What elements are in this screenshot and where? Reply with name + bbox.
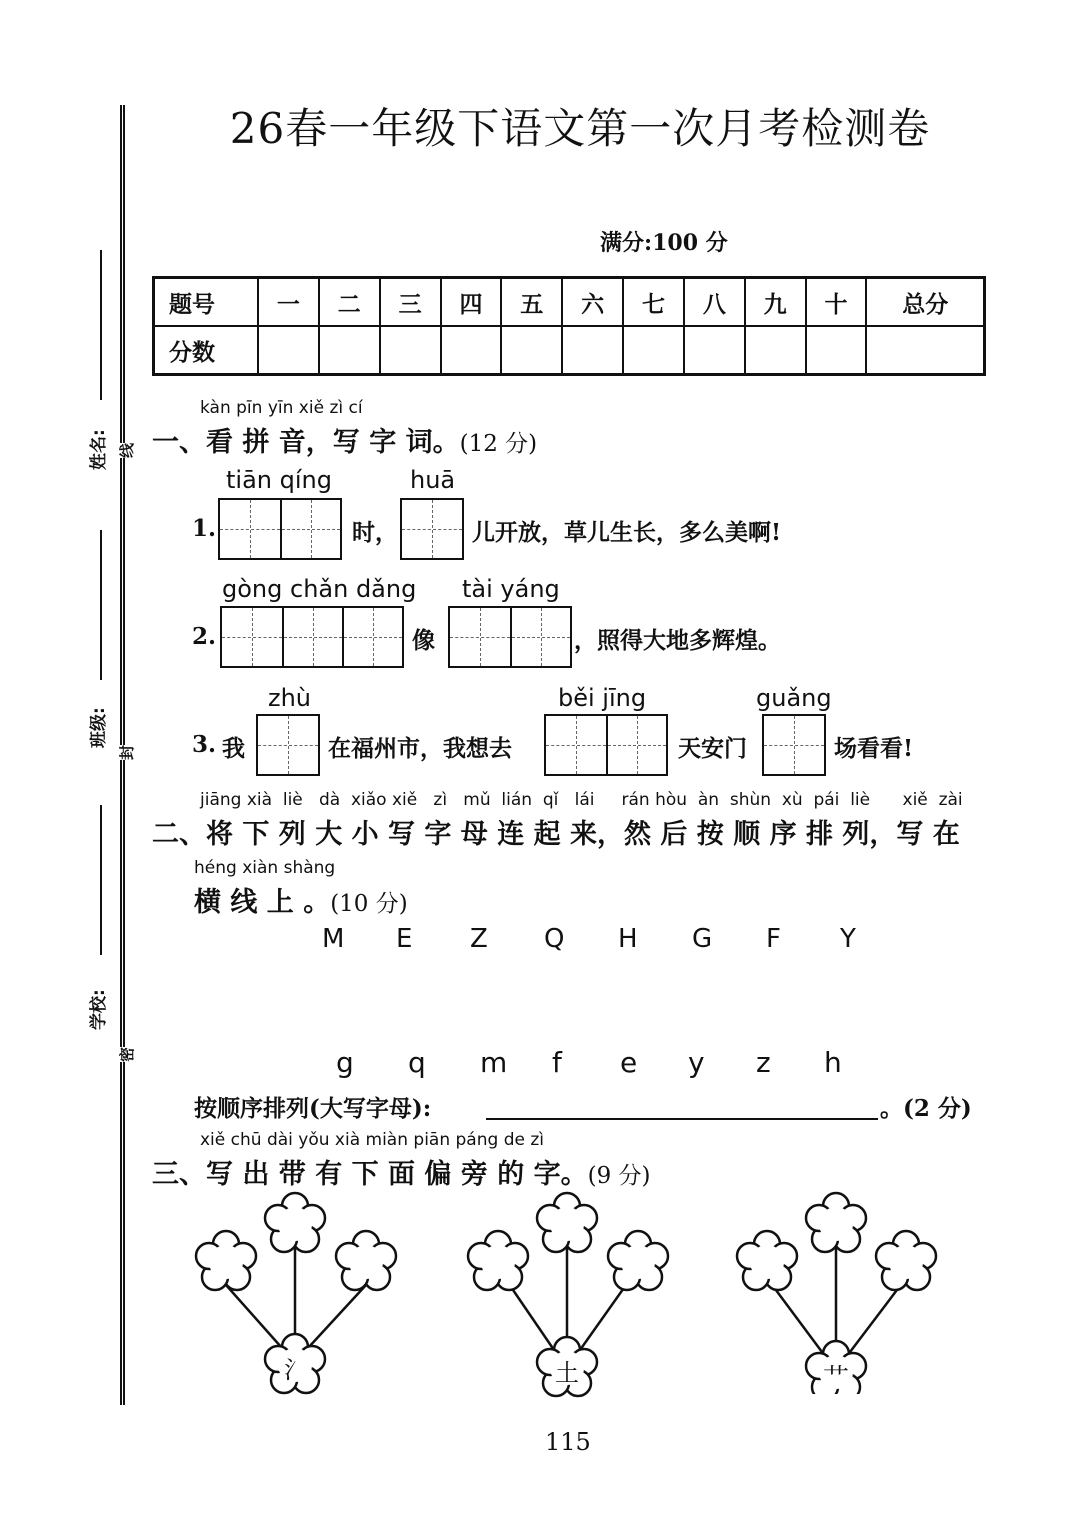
q2-number: 2. <box>192 623 217 650</box>
petal-flower[interactable] <box>737 1231 797 1290</box>
q1-number: 1. <box>192 515 217 542</box>
table-header: 八 <box>684 278 745 327</box>
full-mark: 满分:100 分 <box>600 230 728 256</box>
petal-flower[interactable] <box>537 1193 597 1252</box>
table-header: 四 <box>441 278 502 327</box>
section1-heading-text: 一、看 拼 音，写 字 词。 <box>152 427 460 458</box>
petal-flower[interactable] <box>196 1231 256 1290</box>
petal-flower[interactable] <box>468 1231 528 1290</box>
q1-pinyin-1: tiān qíng <box>226 466 332 494</box>
table-header: 三 <box>380 278 441 327</box>
table-header: 七 <box>623 278 684 327</box>
section3-pinyin: xiě chū dài yǒu xià miàn piān páng de zì <box>200 1130 544 1150</box>
order-label: 按顺序排列(大写字母): <box>194 1095 432 1122</box>
radical-2: 土 <box>555 1359 579 1387</box>
q3-text-0: 我 <box>222 735 245 762</box>
uppercase-letter[interactable]: Y <box>840 924 856 954</box>
section2-heading-2-text: 横 线 上 。 <box>194 887 331 918</box>
section2-pinyin-2: héng xiàn shàng <box>194 858 336 878</box>
q3-pinyin-3: guǎng <box>756 684 832 712</box>
q3-pinyin-2: běi jīng <box>558 684 647 712</box>
q1-pinyin-2: huā <box>410 466 456 494</box>
uppercase-letter[interactable]: Q <box>544 924 565 954</box>
q2-pinyin-2: tài yáng <box>462 575 560 603</box>
table-header: 十 <box>806 278 867 327</box>
q3-text-1: 在福州市，我想去 <box>328 735 512 762</box>
lowercase-letter[interactable]: y <box>688 1046 705 1079</box>
q2-text-1: 像 <box>412 627 435 654</box>
section2-heading-1: 二、将 下 列 大 小 写 字 母 连 起 来，然 后 按 顺 序 排 列，写 在 <box>152 819 960 850</box>
q1-text-2: 儿开放，草儿生长，多么美啊! <box>472 519 782 546</box>
lowercase-letter[interactable]: f <box>552 1046 562 1079</box>
lowercase-letter[interactable]: z <box>756 1046 771 1079</box>
section3-points: (9 分) <box>587 1163 651 1189</box>
uppercase-letter[interactable]: Z <box>470 924 488 954</box>
petal-flower[interactable] <box>876 1231 936 1290</box>
table-header: 九 <box>745 278 806 327</box>
q2-pinyin-1: gòng chǎn dǎng <box>222 575 417 603</box>
page-title: 26春一年级下语文第一次月考检测卷 <box>229 104 931 153</box>
table-header: 五 <box>501 278 562 327</box>
lowercase-letter[interactable]: h <box>824 1046 842 1079</box>
seal-line-char: 线 <box>118 442 136 458</box>
uppercase-letter[interactable]: F <box>766 924 781 954</box>
section1-points: (12 分) <box>459 431 538 457</box>
uppercase-letter[interactable]: E <box>396 924 413 954</box>
page-number: 115 <box>545 1428 591 1456</box>
uppercase-letter[interactable]: H <box>618 924 638 954</box>
petal-flower[interactable] <box>265 1193 325 1252</box>
lowercase-letter[interactable]: m <box>480 1046 508 1079</box>
name-label: 姓名: <box>89 429 109 470</box>
petal-flower[interactable] <box>336 1231 396 1290</box>
radical-3: 艹 <box>822 1364 849 1394</box>
seal-mi-char: 密 <box>118 1046 136 1062</box>
q3-number: 3. <box>192 731 217 758</box>
section1-pinyin: kàn pīn yīn xiě zì cí <box>200 398 363 418</box>
petal-flower[interactable] <box>608 1231 668 1290</box>
table-header: 六 <box>562 278 623 327</box>
section2-points: (10 分) <box>330 891 408 917</box>
q3-pinyin-1: zhù <box>268 684 312 712</box>
uppercase-letter[interactable]: M <box>322 924 345 954</box>
q1-text-1: 时， <box>352 519 398 546</box>
seal-feng-char: 封 <box>118 744 136 760</box>
school-label: 学校: <box>89 989 109 1030</box>
q3-text-2: 天安门 <box>678 735 747 762</box>
petal-flower[interactable] <box>806 1193 866 1252</box>
table-header: 一 <box>258 278 319 327</box>
order-points: 。(2 分) <box>880 1095 972 1122</box>
lowercase-letter[interactable]: q <box>408 1046 426 1079</box>
score-row-label: 分数 <box>154 326 259 375</box>
section3-heading-text: 三、写 出 带 有 下 面 偏 旁 的 字。 <box>152 1159 588 1190</box>
q3-text-3: 场看看! <box>834 735 914 762</box>
lowercase-letter[interactable]: e <box>620 1046 638 1079</box>
table-header: 题号 <box>154 278 259 327</box>
section2-pinyin-1: jiāng xià liè dà xiǎo xiě zì mǔ lián qǐ lái rán hòu àn shùn xù pái liè xiě zài <box>200 790 963 810</box>
q2-text-2: ，照得大地多辉煌。 <box>574 627 781 654</box>
uppercase-letter[interactable]: G <box>692 924 713 954</box>
radical-1: 氵 <box>284 1356 308 1384</box>
table-header: 二 <box>319 278 380 327</box>
class-label: 班级: <box>89 707 109 748</box>
lowercase-letter[interactable]: g <box>336 1046 354 1079</box>
table-header: 总分 <box>866 278 984 327</box>
